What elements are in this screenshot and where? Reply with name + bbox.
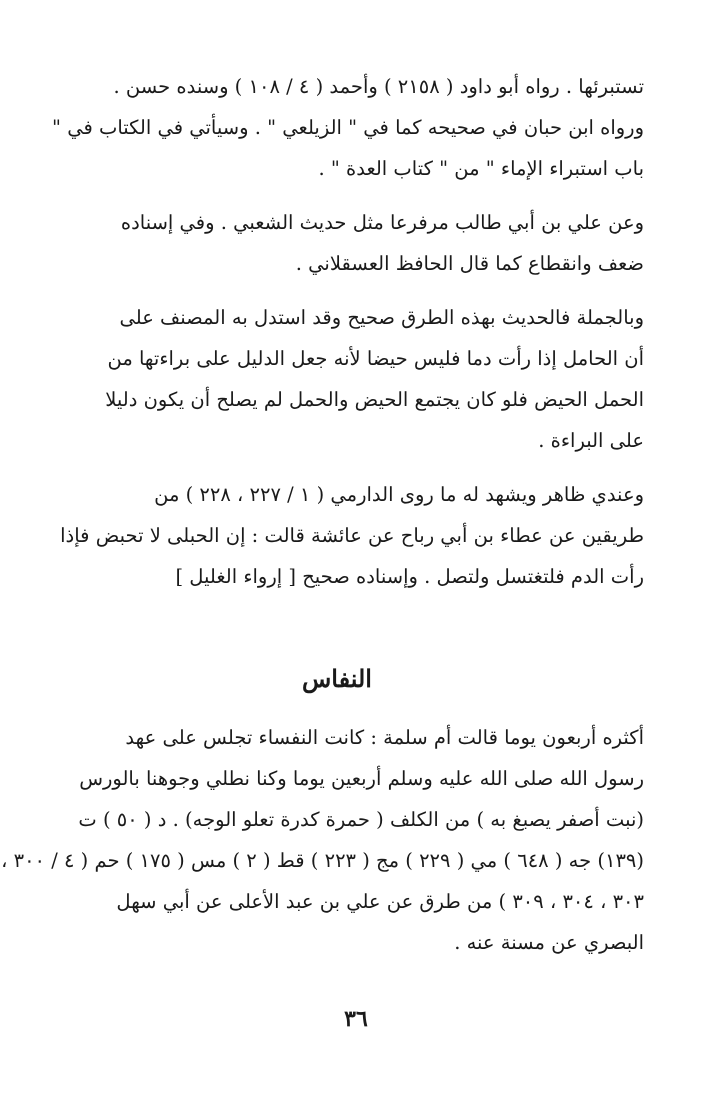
text-line: (نبت أصفر يصبغ به ) من الكلف ( حمرة كدرة تعلو الوجه) . د ( ٥٠ ) ت <box>78 808 644 831</box>
text-line: باب استبراء الإماء " من " كتاب العدة " . <box>318 157 644 180</box>
section-paragraph <box>1 717 644 963</box>
text-line: الحمل الحيض فلو كان يجتمع الحيض والحمل لم يصلح أن يكون دليلا <box>105 388 644 411</box>
text-line: ورواه ابن حبان في صحيحه كما في " الزيلعي " . وسيأتي في الكتاب في " <box>52 116 644 139</box>
text-line: وعندي ظاهر ويشهد له ما روى الدارمي ( ١ / ٢٢٧ ، ٢٢٨ ) من <box>154 483 644 506</box>
text-line: رسول الله صلى الله عليه وسلم أربعين يوما وكنا نطلي وجوهنا بالورس <box>79 767 644 790</box>
paragraph-4 <box>30 474 644 597</box>
paragraph-2 <box>30 202 644 284</box>
text-line: على البراءة . <box>538 429 644 452</box>
text-line: وعن علي بن أبي طالب مرفرعا مثل حديث الشعبي . وفي إسناده <box>120 211 644 234</box>
text-line: تستبرئها . رواه أبو داود ( ٢١٥٨ ) وأحمد ( ٤ / ١٠٨ ) وسنده حسن . <box>113 75 644 98</box>
text-line: ضعف وانقطاع كما قال الحافظ العسقلاني . <box>295 252 644 275</box>
text-line: أن الحامل إذا رأت دما فليس حيضا لأنه جعل الدليل على براءتها من <box>107 347 644 370</box>
text-line: (١٣٩) جه ( ٦٤٨ ) مي ( ٢٢٩ ) مج ( ٢٢٣ ) قط ( ٢ ) مس ( ١٧٥ ) حم ( ٤ / ٣٠٠ ، <box>1 849 644 872</box>
text-line: أكثره أربعون يوما قالت أم سلمة : كانت النفساء تجلس على عهد <box>125 726 644 749</box>
text-line: وبالجملة فالحديث بهذه الطرق صحيح وقد استدل به المصنف على <box>119 306 644 329</box>
text-line: طريقين عن عطاء بن أبي رباح عن عائشة قالت : إن الحبلى لا تحبض فإذا <box>60 524 644 547</box>
text-line: رأت الدم فلتغتسل ولتصل . وإسناده صحيح [ إرواء الغليل ] <box>175 565 644 588</box>
text-line: البصري عن مسنة عنه . <box>454 931 644 954</box>
page-body <box>1 66 644 976</box>
page-number: ٣٦ <box>344 1006 368 1032</box>
paragraph-3 <box>30 297 644 461</box>
paragraph-1 <box>30 66 644 189</box>
section-heading: النفاس <box>302 664 372 693</box>
text-line: ٣٠٣ ، ٣٠٤ ، ٣٠٩ ) من طرق عن علي بن عبد الأعلى عن أبي سهل <box>116 890 644 913</box>
